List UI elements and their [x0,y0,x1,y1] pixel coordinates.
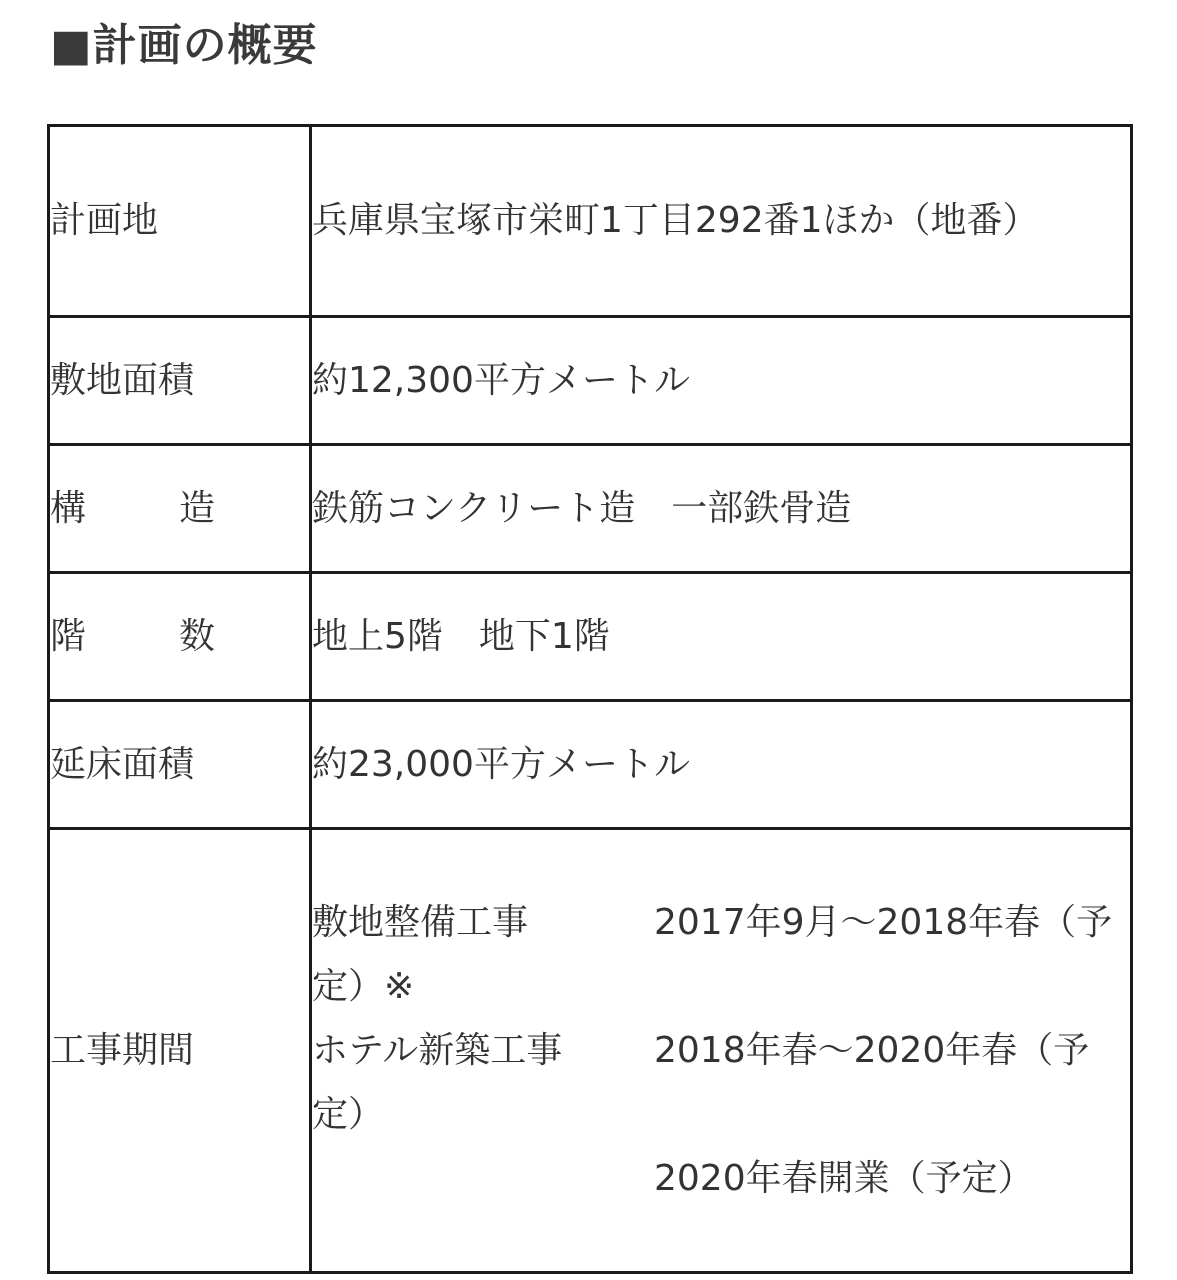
row-label: 計画地 [49,126,311,317]
schedule-phase: ホテル新築工事 [312,1029,563,1071]
row-label-part: 構 [50,487,87,529]
plan-summary-table [47,124,1133,1274]
row-value: 鉄筋コンクリート造 一部鉄骨造 [311,445,1132,573]
row-value: 約23,000平方メートル [311,701,1132,829]
row-label-part: 階 [50,615,87,657]
schedule-item [312,1019,1130,1147]
row-value: 兵庫県宝塚市栄町1丁目292番1ほか（地番） [311,126,1132,317]
row-label: 延床面積 [49,701,311,829]
row-label [49,445,311,573]
row-label: 工事期間 [49,829,311,1273]
schedule-period: 2020年春開業（予定） [654,1157,1034,1199]
table-row [49,445,1132,573]
schedule-item [312,1147,1130,1211]
schedule-period: 2017年9月～2018年春（予定）※ [312,901,1113,1007]
table-row [49,573,1132,701]
row-label-part: 造 [178,487,215,529]
schedule-phase: 敷地整備工事 [312,901,529,943]
table-row [49,126,1132,317]
page-title: ■計画の概要 [50,20,318,71]
row-label: 敷地面積 [49,317,311,445]
schedule-period: 2018年春～2020年春（予定） [312,1029,1090,1135]
row-value: 地上5階 地下1階 [311,573,1132,701]
row-label [49,573,311,701]
table-row [49,317,1132,445]
table-row [49,701,1132,829]
schedule-item [312,891,1130,1019]
row-value: 約12,300平方メートル [311,317,1132,445]
table-row [49,829,1132,1273]
construction-schedule [311,829,1132,1273]
row-label-part: 数 [178,615,215,657]
